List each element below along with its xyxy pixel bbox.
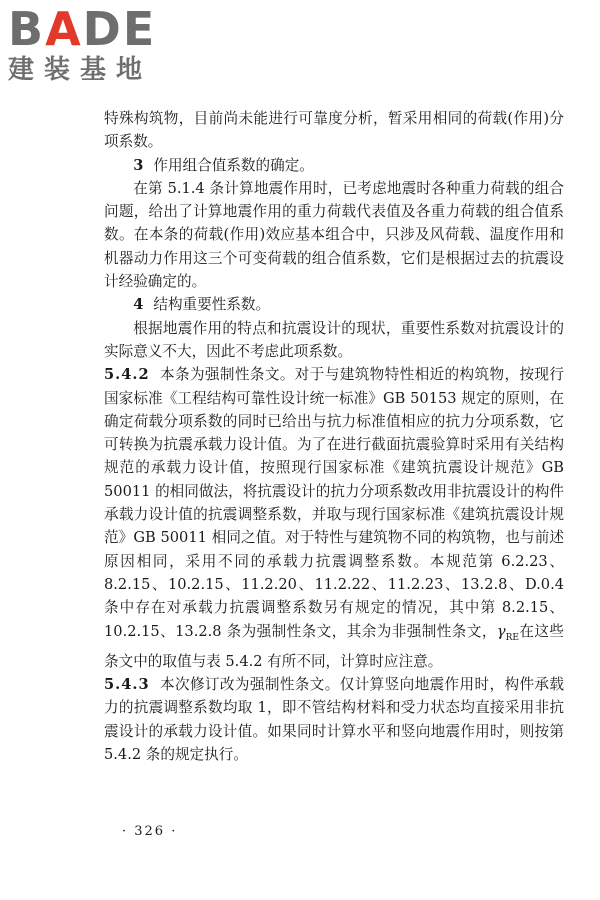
item-4-heading: 4 结构重要性系数。 <box>133 296 271 314</box>
brand-logo <box>8 4 156 86</box>
section-5-4-2: 5.4.2 本条为强制性条文。对于与建筑物特性相近的构筑物，按现行国家标准《工程结构可靠性设计统一标准》GB 50153 规定的原则，在确定荷载分项系数的同时已给出与抗力标准值相应的抗力分项系数，它可转换为抗震承载力设计值。为了在进行截面抗震验算时采用有关结构规范的承载力设计值，按照现行国家标准《建筑抗震设计规范》GB 50011 的相同做法，将抗震设计的抗力分项系数改用非抗震设计的构件承载力设计值的抗震调整系数，并取与现行国家标准《建筑抗震设计规范》GB 50011 相同之值。对于特性与建筑物不同的构筑物，也与前述原因相同，采用不同的承载力抗震调整系数。本规范第 6.2.23、8.2.15、10.2.15、11.2.20、11.2.22、11.2.23、13.2.8、D.0.4 条中存在对承载力抗震调整系数另有规定的情况，其中第 8.2.15、10.2.15、13.2.8 条为强制性条文，其余为非强制性条文，$\gamma_{RE}$在这些条文中的取值与表 5.4.2 有所不同，计算时应注意。 <box>104 366 564 670</box>
logo-wordmark: BADE <box>8 2 157 56</box>
item-3-heading: 3 作用组合值系数的确定。 <box>133 156 314 174</box>
section-5-4-3: 5.4.3 本次修订改为强制性条文。仅计算竖向地震作用时，构件承载力的抗震调整系数均取 1，即不管结构材料和受力状态均直接采用非抗震设计的承载力设计值。如果同时计算水平和竖向地震作用时，则按第 5.4.2 条的规定执行。 <box>104 676 564 763</box>
item-3-body: 在第 5.1.4 条计算地震作用时，已考虑地震时各种重力荷载的组合问题，给出了计算地震作用的重力荷载代表值及各重力荷载的组合值系数。在本条的荷载(作用)效应基本组合中，只涉及风荷载、温度作用和机器动力作用这三个可变荷载的组合值系数，它们是根据过去的抗震设计经验确定的。 <box>104 179 564 291</box>
gamma-re-symbol: $\gamma_{RE}$ <box>496 622 519 643</box>
item-4-body: 根据地震作用的特点和抗震设计的现状，重要性系数对抗震设计的实际意义不大，因此不考虑此项系数。 <box>104 319 564 360</box>
paragraph-continuation: 特殊构筑物，目前尚未能进行可靠度分析，暂采用相同的荷载(作用)分项系数。 <box>104 110 564 151</box>
document-body <box>104 107 564 766</box>
page-number: · 326 · <box>122 824 178 839</box>
logo-chinese: 建装基地 <box>8 55 153 85</box>
